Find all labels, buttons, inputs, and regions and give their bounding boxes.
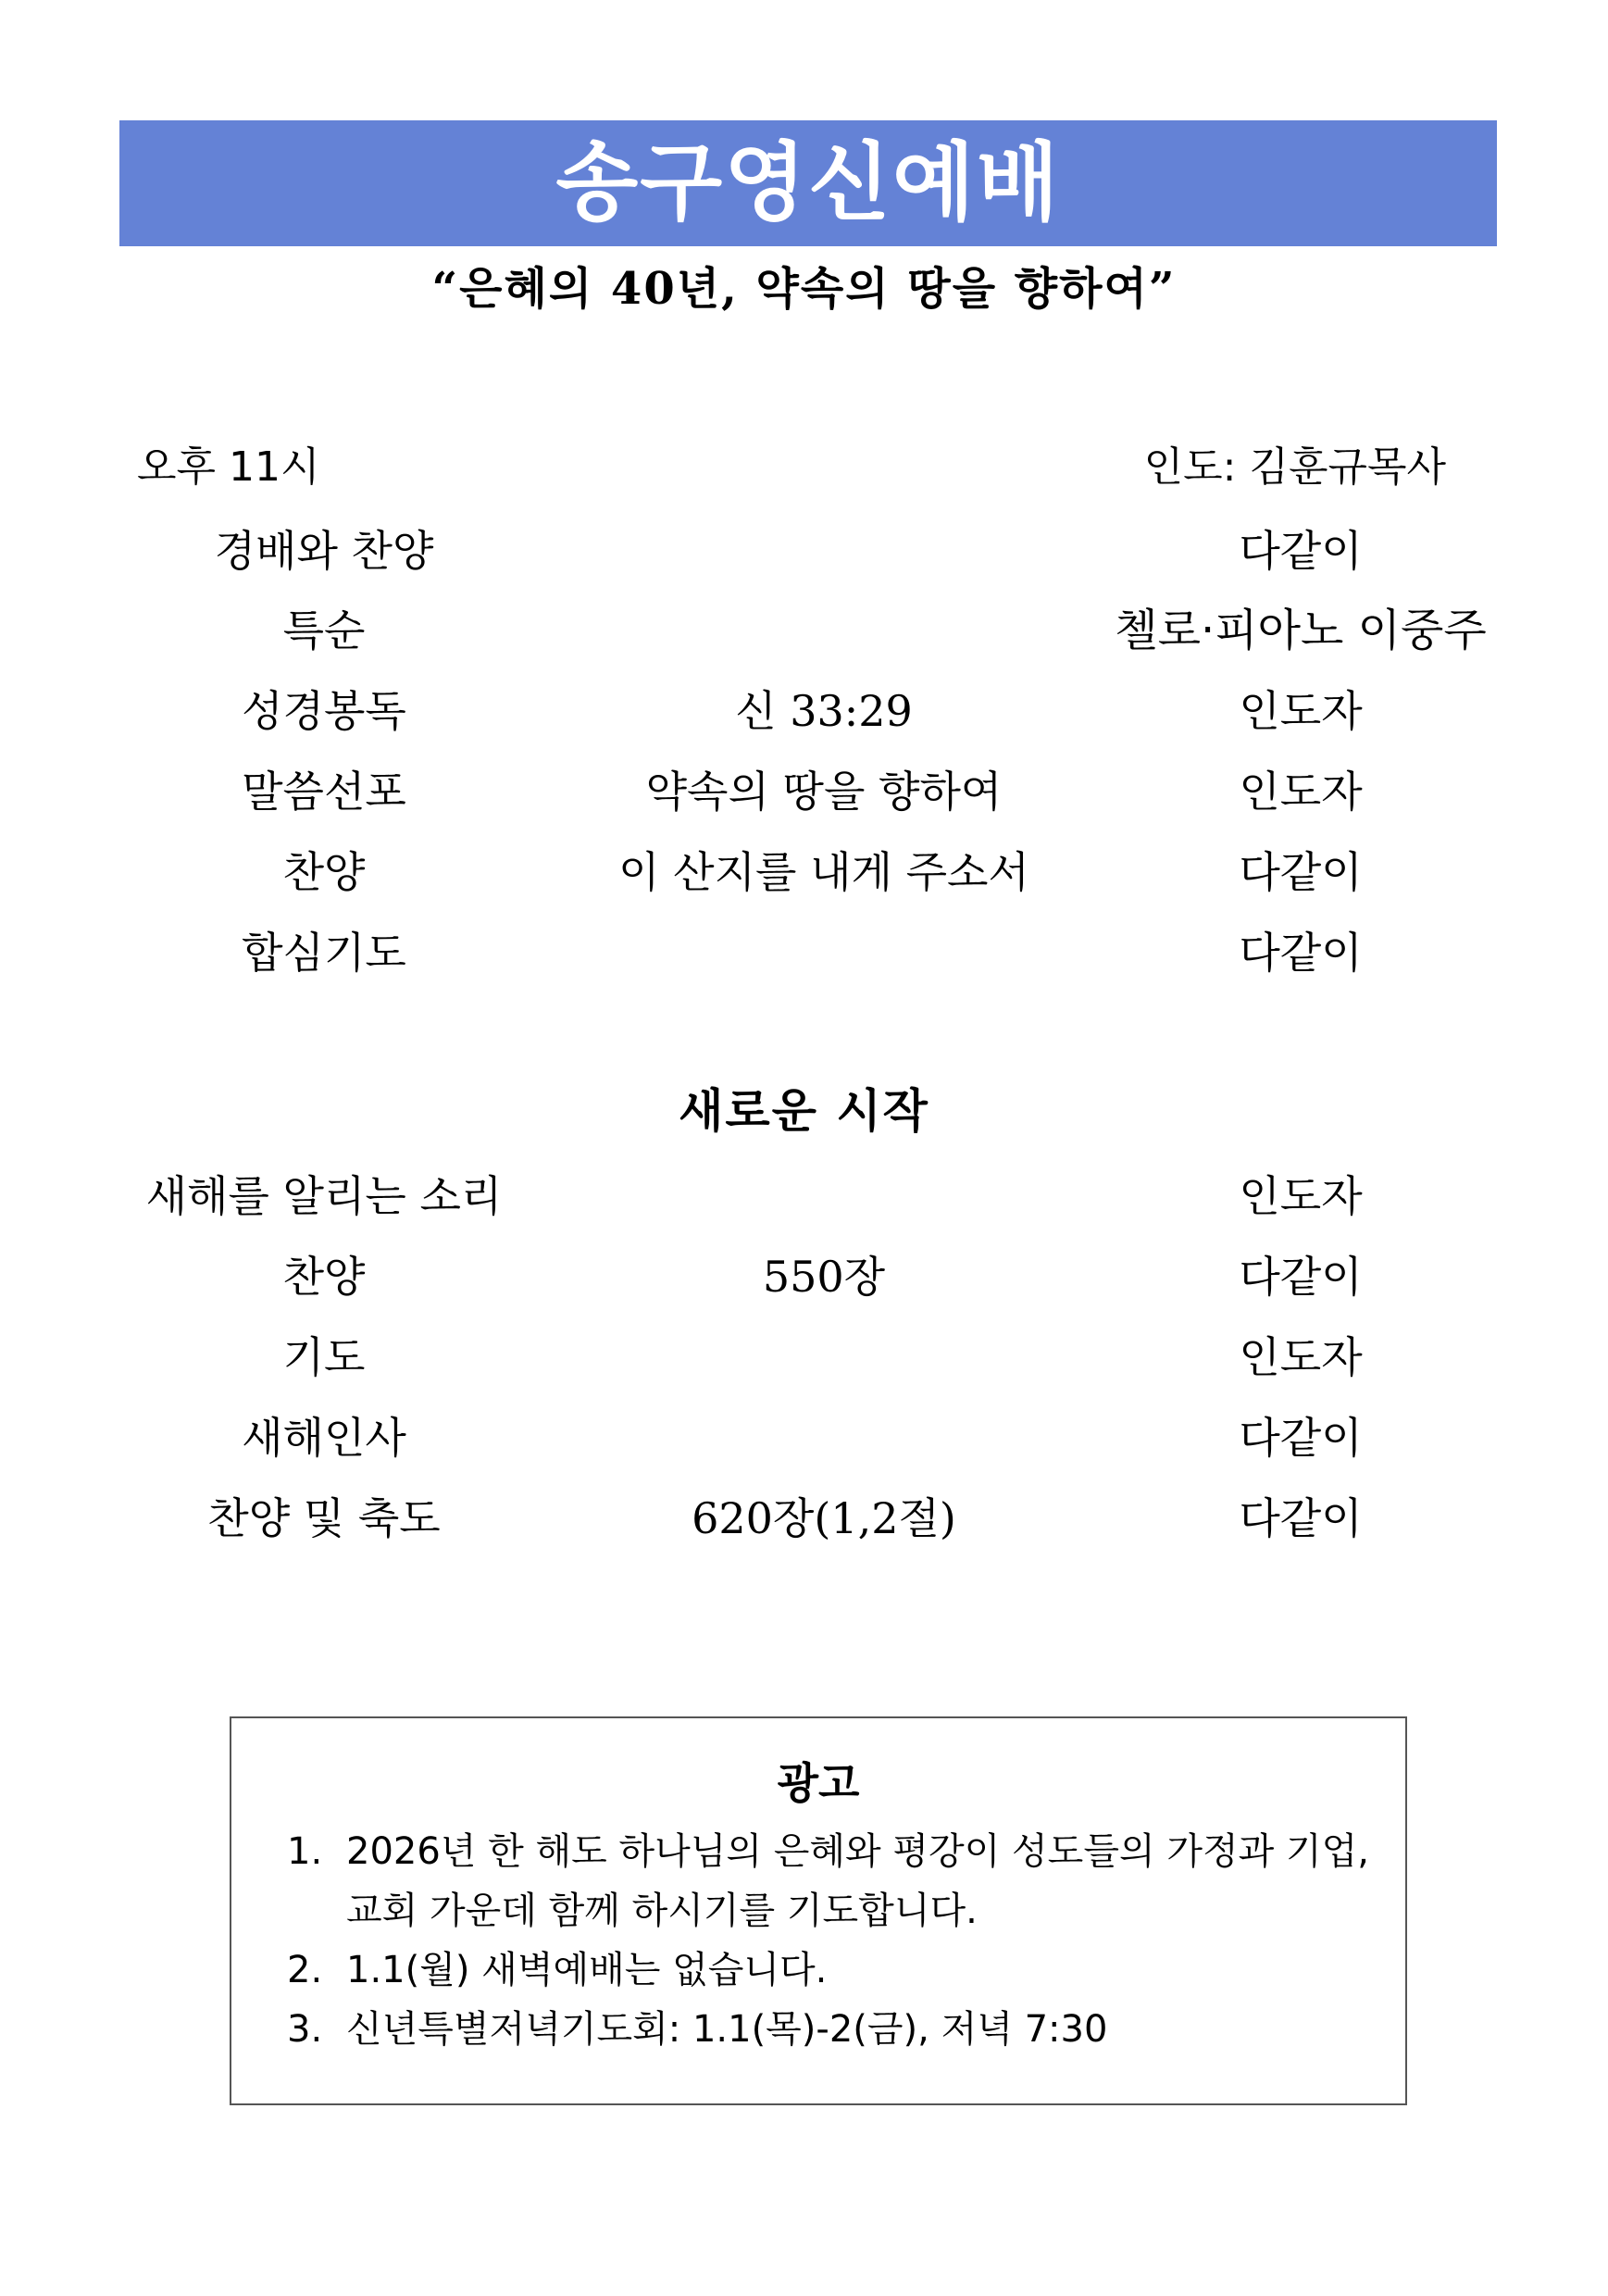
order-row xyxy=(0,1164,1608,1229)
order-item: 합심기도 xyxy=(242,928,406,978)
order-row xyxy=(0,1244,1608,1309)
sermon-theme: “은혜의 40년, 약속의 땅을 향하여” xyxy=(431,263,1177,315)
title-banner xyxy=(119,120,1497,246)
service-time: 오후 11시 xyxy=(137,443,320,491)
order-by: 다같이 xyxy=(1239,1493,1363,1543)
order-by: 인도자 xyxy=(1239,686,1363,736)
order-row xyxy=(0,518,1608,583)
order-by: 다같이 xyxy=(1239,1413,1363,1463)
order-row xyxy=(0,1486,1608,1551)
order-item: 새해인사 xyxy=(242,1413,406,1463)
order-item: 찬양 xyxy=(282,1252,366,1302)
order-item: 찬양 xyxy=(282,847,366,897)
order-by: 다같이 xyxy=(1239,928,1363,978)
order-item: 경배와 찬양 xyxy=(214,526,434,576)
notice-list xyxy=(287,1822,1379,2059)
section-title: 새로운 시작 xyxy=(679,1084,929,1138)
page-title: 송구영신예배 xyxy=(555,133,1061,232)
order-by: 인도자 xyxy=(1239,767,1363,817)
order-item: 말씀선포 xyxy=(242,767,406,817)
service-leader: 인도: 김훈규목사 xyxy=(1143,443,1446,491)
order-detail: 신 33:29 xyxy=(735,686,913,736)
notice-item xyxy=(287,2000,1379,2059)
order-item: 특순 xyxy=(282,605,366,655)
order-item: 기도 xyxy=(282,1332,366,1382)
notice-number: 3. xyxy=(287,2008,323,2051)
order-by: 다같이 xyxy=(1239,847,1363,897)
order-detail: 약속의 땅을 향하여 xyxy=(645,767,1003,817)
order-row xyxy=(0,920,1608,985)
order-row xyxy=(0,679,1608,743)
notice-number: 1. xyxy=(287,1830,323,1873)
order-by: 다같이 xyxy=(1239,1252,1363,1302)
notice-number: 2. xyxy=(287,1949,323,1991)
notice-title: 광고 xyxy=(777,1758,860,1808)
notice-text: 2026년 한 해도 하나님의 은혜와 평강이 성도들의 가정과 기업, 교회 가운데 함께 하시기를 기도합니다. xyxy=(346,1830,1369,1932)
order-row xyxy=(0,759,1608,824)
order-detail: 이 산지를 내게 주소서 xyxy=(618,847,1029,897)
order-by: 인도자 xyxy=(1239,1332,1363,1382)
order-row xyxy=(0,840,1608,905)
order-item: 새해를 알리는 소리 xyxy=(145,1171,503,1221)
order-by: 다같이 xyxy=(1239,526,1363,576)
order-by: 인도자 xyxy=(1239,1171,1363,1221)
order-row xyxy=(0,1405,1608,1470)
notice-text: 신년특별저녁기도회: 1.1(목)-2(금), 저녁 7:30 xyxy=(346,2008,1108,2051)
notice-text: 1.1(월) 새벽예배는 없습니다. xyxy=(346,1949,828,1991)
order-item: 찬양 및 축도 xyxy=(207,1493,441,1543)
order-row xyxy=(0,1325,1608,1390)
notice-box xyxy=(230,1716,1407,2105)
order-item: 성경봉독 xyxy=(242,686,406,736)
order-by: 첼로·피아노 이중주 xyxy=(1115,605,1487,656)
order-detail: 550장 xyxy=(762,1252,886,1302)
order-detail: 620장(1,2절) xyxy=(692,1493,956,1543)
notice-item xyxy=(287,1822,1379,1940)
notice-item xyxy=(287,1940,1379,2000)
order-row xyxy=(0,598,1608,663)
